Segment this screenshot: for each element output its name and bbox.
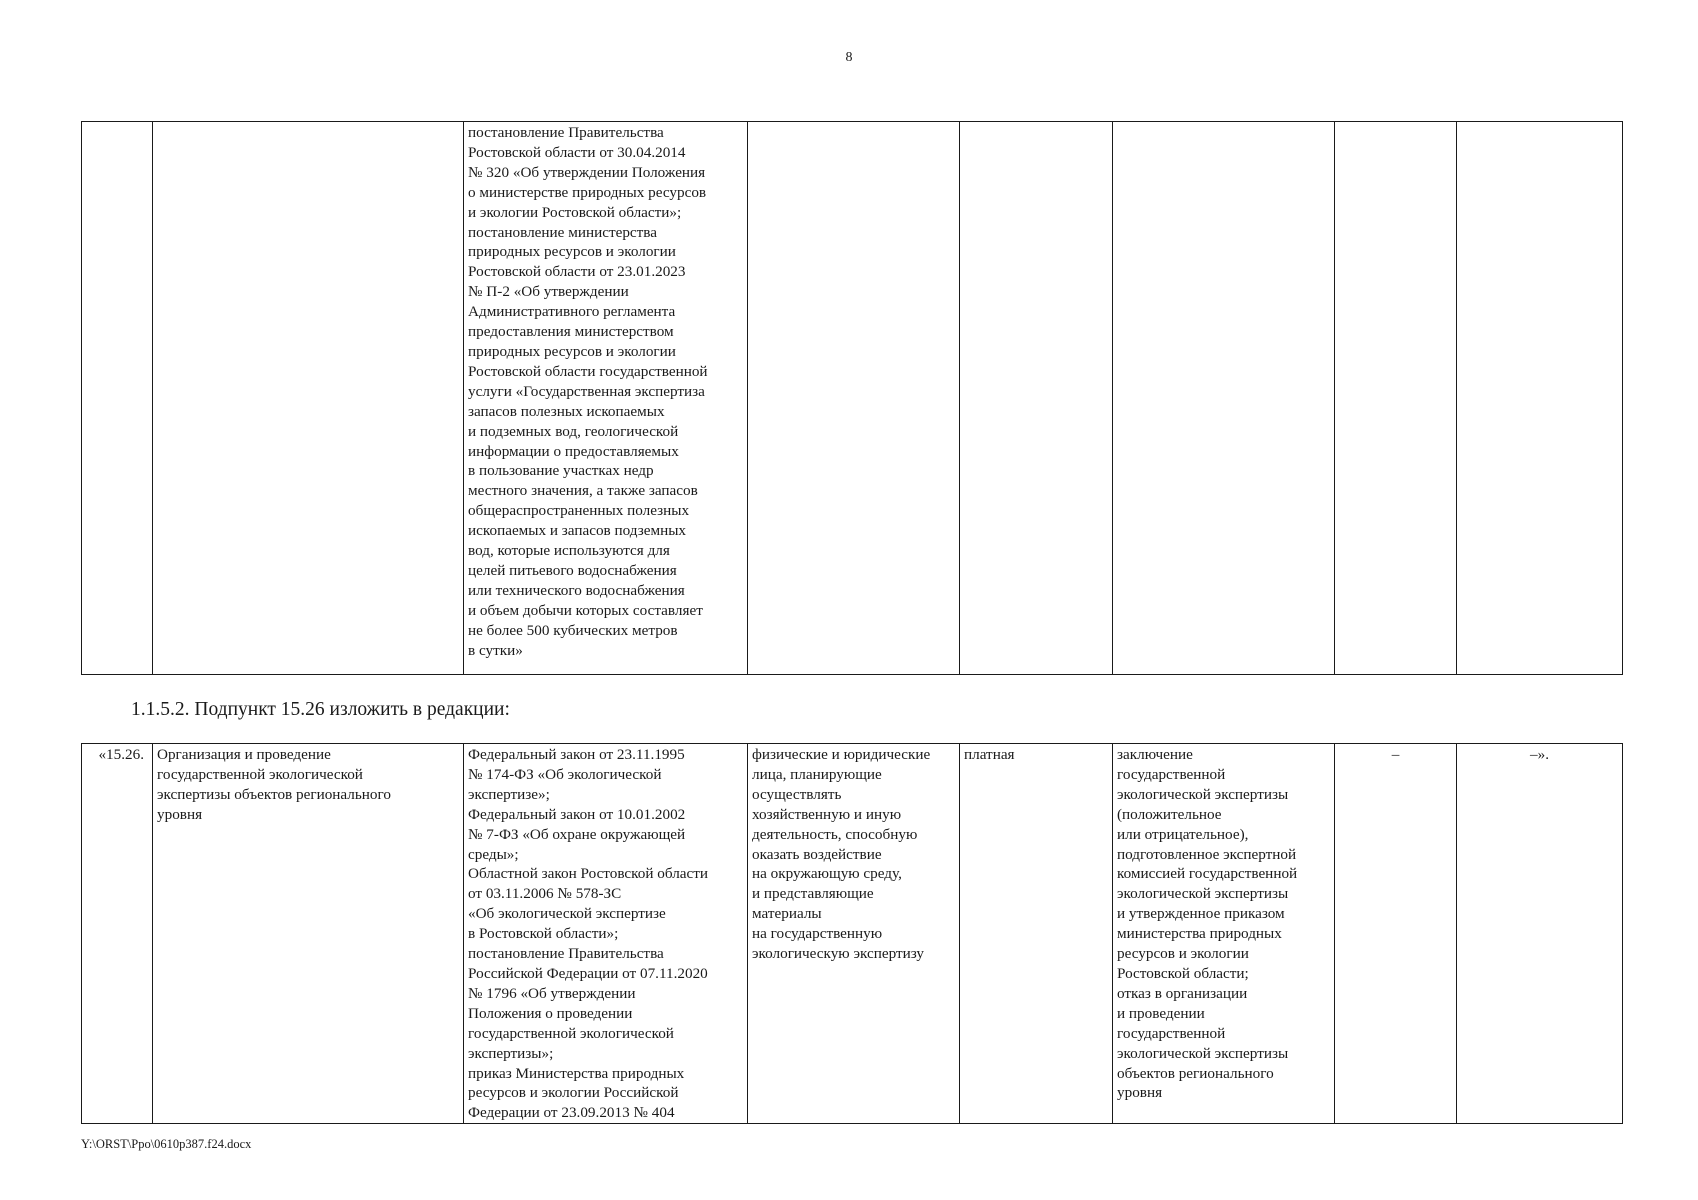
cell-applicants (748, 122, 960, 675)
cell-legal-basis: Федеральный закон от 23.11.1995 № 174-ФЗ «Об экологической экспертизе»; Федеральный закон от 10.01.2002 № 7-ФЗ «Об охране окружающей среды»; Областной закон Ростовской области от 03.11.2006 № 578-ЗС «Об экологической экспертизе в Ростовской области»; постановление Правительства Российской Федерации от 07.11.2020 № 1796 «Об утверждении Положения о проведении государственной экологической экспертизы»; приказ Министерства природных ресурсов и экологии Российской Федерации от 23.09.2013 № 404 (464, 744, 748, 1124)
cell-number: «15.26. (82, 744, 153, 1124)
table-row (82, 744, 1623, 1124)
cell-name: Организация и проведение государственной экологической экспертизы объектов регионального уровня (153, 744, 464, 1124)
cell-payment: платная (960, 744, 1113, 1124)
table-continued (81, 121, 1623, 675)
cell-payment (960, 122, 1113, 675)
footer-file-path: Y:\ORST\Ppo\0610p387.f24.docx (81, 1137, 252, 1151)
cell-col7: – (1335, 744, 1457, 1124)
section-heading: 1.1.5.2. Подпункт 15.26 изложить в редакции: (131, 699, 510, 720)
cell-legal-basis: постановление Правительства Ростовской области от 30.04.2014 № 320 «Об утверждении Положения о министерстве природных ресурсов и экологии Ростовской области»; постановление министерства природных ресурсов и экологии Ростовской области от 23.01.2023 № П-2 «Об утверждении Административного регламента предоставления министерством природных ресурсов и экологии Ростовской области государственной услуги «Государственная экспертиза запасов полезных ископаемых и подземных вод, геологической информации о предоставляемых в пользование участках недр местного значения, а также запасов общераспространенных полезных ископаемых и запасов подземных вод, которые используются для целей питьевого водоснабжения или технического водоснабжения и объем добычи которых составляет не более 500 кубических метров в сутки» (464, 122, 748, 675)
cell-result (1113, 122, 1335, 675)
cell-result: заключение государственной экологической экспертизы (положительное или отрицательное), подготовленное экспертной комиссией государственной экологической экспертизы и утвержденное приказом министерства природных ресурсов и экологии Ростовской области; отказ в организации и проведении государственной экологической экспертизы объектов регионального уровня (1113, 744, 1335, 1124)
cell-col7 (1335, 122, 1457, 675)
cell-applicants: физические и юридические лица, планирующие осуществлять хозяйственную и иную деятельность, способную оказать воздействие на окружающую среду, и представляющие материалы на государственную экологическую экспертизу (748, 744, 960, 1124)
cell-number (82, 122, 153, 675)
page-number: 8 (845, 50, 853, 65)
table-new-15-26 (81, 743, 1623, 1124)
cell-name (153, 122, 464, 675)
table-row (82, 122, 1623, 675)
cell-col8 (1457, 122, 1623, 675)
cell-col8: –». (1457, 744, 1623, 1124)
